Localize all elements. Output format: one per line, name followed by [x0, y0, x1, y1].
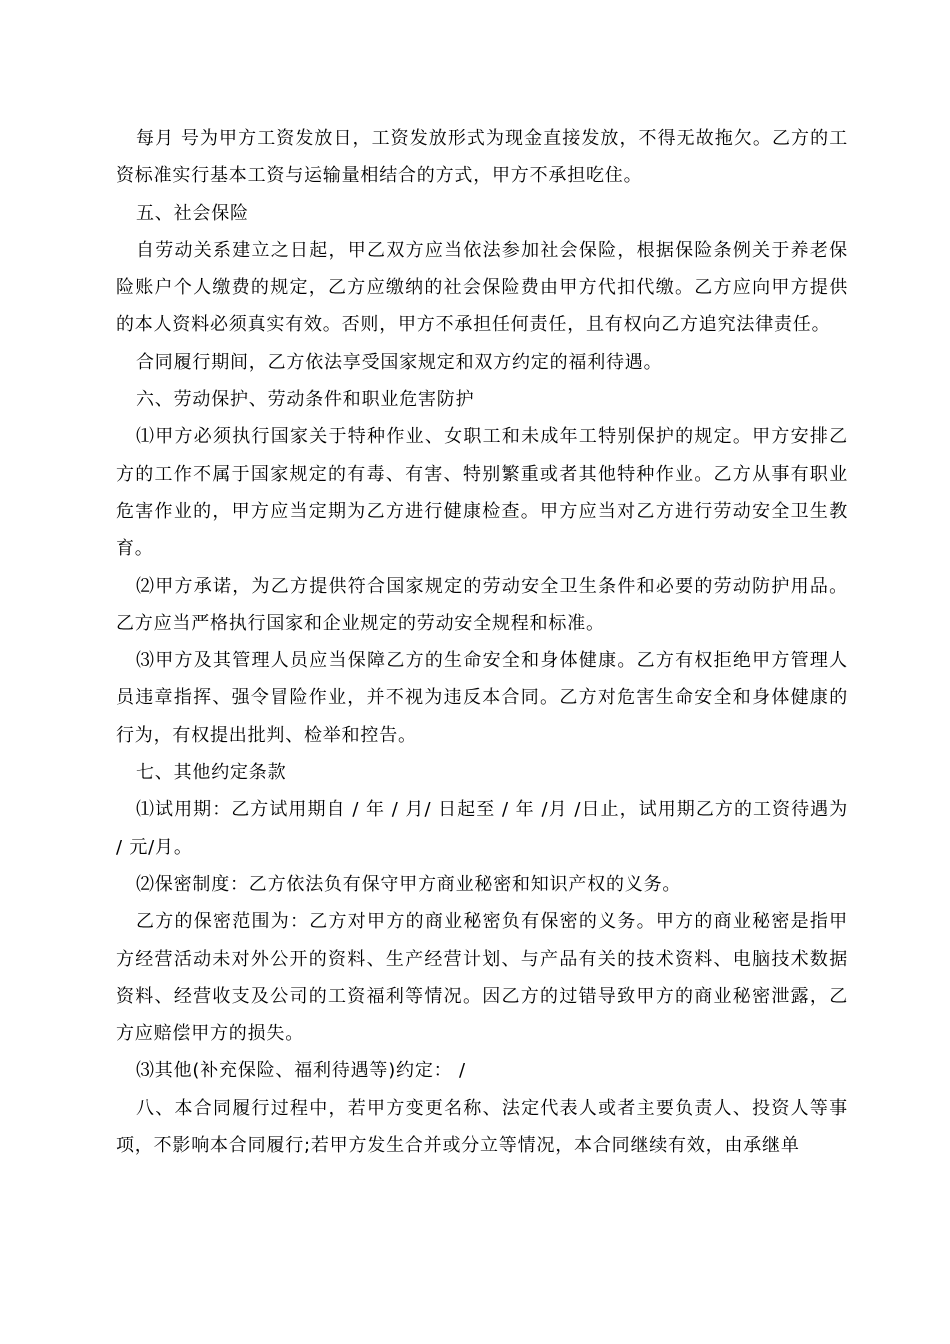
paragraph-other-agreements: ⑶其他(补充保险、福利待遇等)约定： /: [136, 1060, 466, 1082]
paragraph-labor-protection-1: ⑴甲方必须执行国家关于特种作业、女职工和未成年工特别保护的规定。甲方安排乙方的工作不属于国家规定的有毒、有害、特别繁重或者其他特种作业。乙方从事有职业危害作业的，甲方应当定期为乙方进行健康检查。甲方应当对乙方进行劳动安全卫生教育。: [116, 426, 848, 560]
paragraph-social-insurance: 自劳动关系建立之日起，甲乙双方应当依法参加社会保险，根据保险条例关于养老保险账户个人缴费的规定，乙方应缴纳的社会保险费由甲方代扣代缴。乙方应向甲方提供的本人资料必须真实有效。否则，甲方不承担任何责任，且有权向乙方追究法律责任。: [116, 239, 848, 336]
paragraph-labor-protection-2: ⑵甲方承诺，为乙方提供符合国家规定的劳动安全卫生条件和必要的劳动防护用品。乙方应当严格执行国家和企业规定的劳动安全规程和标准。: [116, 575, 848, 634]
paragraph-probation: ⑴试用期：乙方试用期自 / 年 / 月/ 日起至 / 年 /月 /日止，试用期乙方的工资待遇为 / 元/月。: [116, 799, 848, 858]
paragraph-confidentiality: ⑵保密制度：乙方依法负有保守甲方商业秘密和知识产权的义务。: [136, 873, 682, 895]
paragraph-contract-changes: 八、本合同履行过程中，若甲方变更名称、法定代表人或者主要负责人、投资人等事项，不影响本合同履行;若甲方发生合并或分立等情况，本合同继续有效，由承继单: [116, 1097, 848, 1157]
section-heading-labor-protection: 六、劳动保护、劳动条件和职业危害防护: [136, 389, 475, 411]
section-heading-social-insurance: 五、社会保险: [136, 202, 249, 224]
paragraph-confidentiality-scope: 乙方的保密范围为：乙方对甲方的商业秘密负有保密的义务。甲方的商业秘密是指甲方经营活动未对外公开的资料、生产经营计划、与产品有关的技术资料、电脑技术数据资料、经营收支及公司的工资福利等情况。因乙方的过错导致甲方的商业秘密泄露，乙方应赔偿甲方的损失。: [116, 911, 848, 1045]
document-body: [116, 120, 848, 1164]
paragraph-salary-payment: 每月 号为甲方工资发放日，工资发放形式为现金直接发放，不得无故拖欠。乙方的工资标准实行基本工资与运输量相结合的方式，甲方不承担吃住。: [116, 128, 848, 187]
paragraph-welfare: 合同履行期间，乙方依法享受国家规定和双方约定的福利待遇。: [136, 351, 663, 373]
paragraph-labor-protection-3: ⑶甲方及其管理人员应当保障乙方的生命安全和身体健康。乙方有权拒绝甲方管理人员违章指挥、强令冒险作业，并不视为违反本合同。乙方对危害生命安全和身体健康的行为，有权提出批判、检举和控告。: [116, 650, 848, 746]
section-heading-other-terms: 七、其他约定条款: [136, 762, 287, 784]
